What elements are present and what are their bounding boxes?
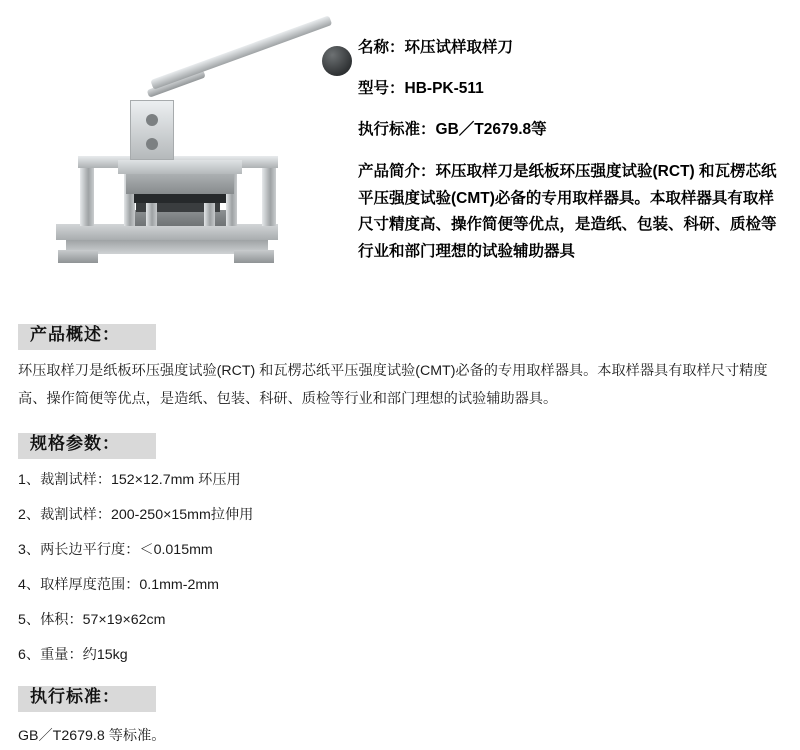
spec-row-intro [358,159,782,266]
frame-column-left [80,166,94,226]
lever-arm [150,15,332,89]
overview-body: 环压取样刀是纸板环压强度试验(RCT) 和瓦楞芯纸平压强度试验(CMT)必备的专用取样器具。本取样器具有取样尺寸精度高、操作简便等优点，是造纸、包装、科研、质检等行业和部门理想的试验辅助器具。 [18,363,768,407]
base-foot-left [58,250,98,263]
lever-pivot-housing [130,100,174,160]
section-overview [0,318,800,413]
product-spec-list [348,14,782,304]
product-header [0,0,800,304]
standard-heading [18,680,782,714]
overview-heading [18,318,782,352]
base-top-plate [56,224,278,240]
product-image [18,14,348,304]
spec-value-name: 环压试样取样刀 [404,39,514,56]
machine-illustration [18,14,348,304]
standard-body: GB／T2679.8 等标准。 [18,728,166,745]
spec-label-name: 名称： [358,39,405,56]
cutter-head-top [118,160,242,174]
spec-value-model: HB-PK-511 [404,80,484,98]
list-item: 5、体积：57×19×62cm [18,612,166,629]
list-item: 1、裁割试样：152×12.7mm 环压用 [18,472,241,489]
cutter-head-body [126,174,234,194]
cutter-blade [134,194,226,203]
spec-value-intro: 环压取样刀是纸板环压强度试验(RCT) 和瓦楞芯纸平压强度试验(CMT)必备的专用取样器具。本取样器具有取样尺寸精度高、操作简便等优点，是造纸、包装、科研、质检等行业和部门理想的试验辅助器具 [358,163,777,261]
frame-column-right [262,166,276,226]
section-parameters [0,427,800,666]
spec-label-standard: 执行标准： [358,121,436,139]
standard-heading-text: 执行标准： [30,687,120,707]
parameters-list [18,469,782,666]
spec-label-model: 型号： [358,80,405,98]
section-standard [0,680,800,750]
spec-row-name [358,36,782,60]
spec-value-standard: GB／T2679.8等 [435,121,547,139]
pivot-bolt-upper [146,114,158,126]
lever-knob [322,46,352,76]
spec-label-intro: 产品简介： [358,163,436,181]
list-item: 6、重量：约15kg [18,647,128,664]
list-item: 2、裁割试样：200-250×15mm拉伸用 [18,507,254,524]
overview-heading-text: 产品概述： [30,325,120,344]
list-item: 4、取样厚度范围：0.1mm-2mm [18,577,220,594]
pivot-bolt-lower [146,138,158,150]
list-item: 3、两长边平行度：＜0.015mm [18,542,213,559]
spec-row-standard [358,118,782,142]
spec-row-model [358,77,782,101]
parameters-heading-text: 规格参数： [30,434,120,454]
base-foot-right [234,250,274,263]
parameters-heading [18,427,782,461]
